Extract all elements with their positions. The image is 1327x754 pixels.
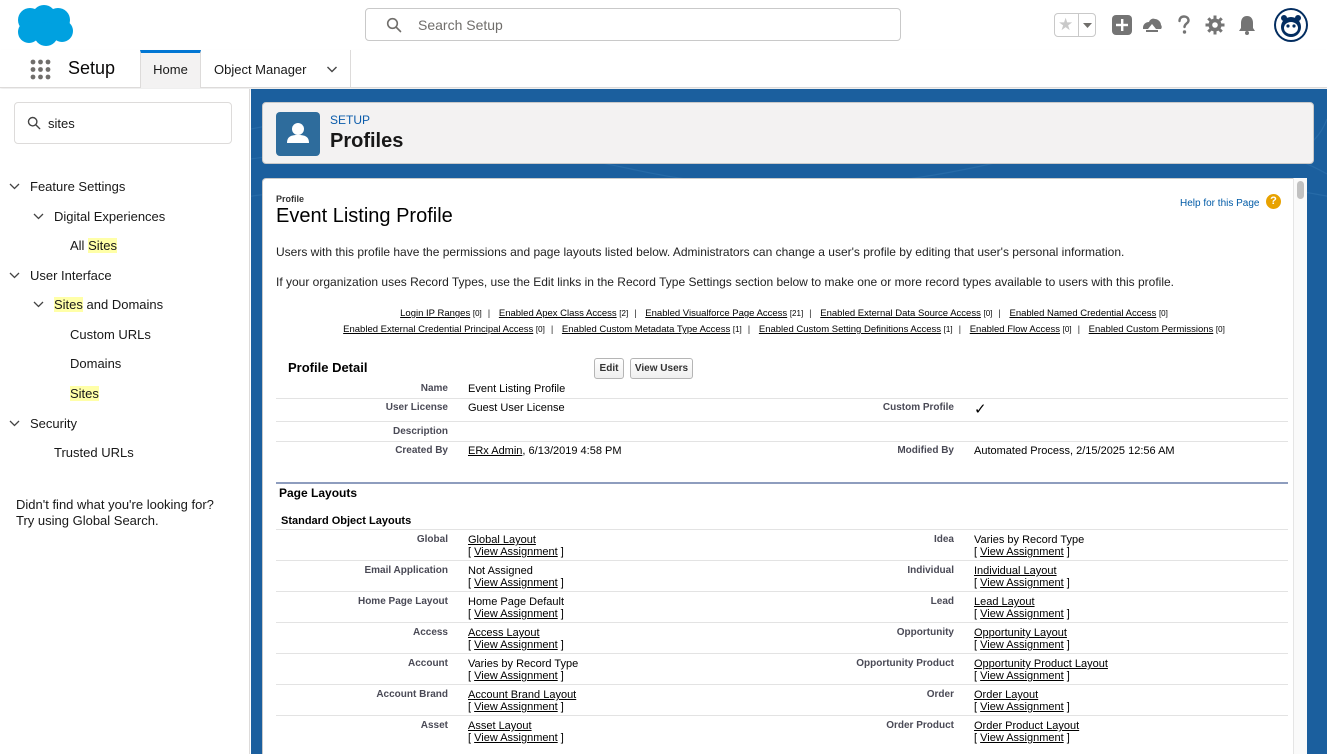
sidebar-item-label: Custom URLs [70, 327, 151, 342]
layout-text: Not Assigned [468, 565, 533, 577]
caret-down-icon [1079, 14, 1096, 36]
salesforce-logo[interactable] [14, 4, 76, 46]
separator: | [550, 324, 554, 335]
link-count: [0] [1215, 325, 1225, 334]
sidebar-help-line: Try using Global Search. [16, 513, 159, 528]
search-icon [27, 116, 41, 130]
layout-row [276, 622, 1288, 653]
link-count: [0] [1158, 309, 1168, 318]
layout-link[interactable]: Individual Layout [974, 565, 1057, 577]
page-title: Profiles [330, 130, 404, 152]
link-count: [1] [732, 325, 742, 334]
detail-value: ERx Admin, 6/13/2019 4:58 PM [468, 445, 622, 457]
layout-link[interactable]: Access Layout [468, 627, 540, 639]
layout-value: Home Page Default [ View Assignment ] [468, 596, 564, 620]
intro-text: Users with this profile have the permissions and page layouts listed below. Administrators can change a user's profile by editing that user's personal information. [276, 245, 1125, 259]
chevron-down-icon[interactable] [326, 63, 338, 75]
sidebar-item-feature-settings[interactable] [0, 176, 250, 198]
separator: | [998, 308, 1001, 319]
layout-label: Opportunity Product [856, 658, 954, 669]
layout-link[interactable]: Opportunity Layout [974, 627, 1067, 639]
view-assignment-link[interactable]: View Assignment [980, 608, 1064, 620]
layout-label: Account Brand [376, 689, 448, 700]
view-assignment-link[interactable]: View Assignment [980, 701, 1064, 713]
chevron-down-icon[interactable] [9, 270, 20, 281]
profile-icon [276, 112, 320, 156]
view-assignment-link[interactable]: View Assignment [474, 639, 558, 651]
sidebar-item-sites[interactable] [0, 383, 250, 405]
related-link[interactable]: Enabled Custom Metadata Type Access [561, 324, 731, 335]
layout-value: Opportunity Layout [ View Assignment ] [974, 627, 1070, 651]
section-divider [276, 482, 1288, 484]
help-for-this-page-link[interactable]: Help for this Page [1180, 198, 1260, 209]
detail-label: Modified By [897, 445, 954, 456]
separator: | [487, 308, 491, 319]
quick-find-value: sites [48, 116, 75, 131]
chevron-down-icon[interactable] [9, 181, 20, 192]
layout-value: Not Assigned [ View Assignment ] [468, 565, 564, 589]
help-icon[interactable]: ? [1266, 194, 1281, 209]
sidebar-item-label: User Interface [30, 268, 112, 283]
notifications-bell-icon[interactable] [1235, 13, 1259, 37]
layout-label: Individual [907, 565, 954, 576]
sidebar-item-security[interactable] [0, 413, 250, 435]
setup-sidebar [0, 89, 250, 754]
search-icon [386, 17, 402, 33]
sidebar-item-label: Sites [70, 386, 99, 401]
detail-value: Event Listing Profile [468, 383, 566, 395]
layout-label: Lead [930, 596, 954, 607]
layout-value: Asset Layout [ View Assignment ] [468, 720, 564, 744]
star-icon: ★ [1058, 15, 1074, 34]
link-count: [1] [943, 325, 953, 334]
link-count: [2] [619, 309, 629, 318]
separator: | [1077, 324, 1081, 335]
layout-label: Idea [933, 534, 954, 545]
layout-row [276, 560, 1288, 591]
sidebar-item-custom-urls[interactable] [0, 324, 250, 346]
view-assignment-link[interactable]: View Assignment [474, 701, 558, 713]
sidebar-item-label: Sites and Domains [54, 297, 164, 312]
layout-value: Account Brand Layout [ View Assignment ] [468, 689, 577, 713]
detail-label: Name [420, 383, 448, 394]
astro-avatar-icon [1274, 8, 1308, 42]
page-header [262, 102, 1314, 164]
sidebar-item-all-sites[interactable] [0, 235, 250, 257]
view-assignment-link[interactable]: View Assignment [474, 546, 558, 558]
view-assignment-link[interactable]: View Assignment [980, 732, 1064, 744]
app-nav-bar [0, 50, 1327, 88]
detail-row [276, 380, 1288, 399]
layout-text: Home Page Default [468, 596, 564, 608]
user-silhouette-icon [276, 112, 320, 156]
search-placeholder: Search Setup [418, 17, 503, 33]
view-assignment-link[interactable]: View Assignment [980, 639, 1064, 651]
detail-row [276, 399, 1288, 422]
link-count: [0] [535, 325, 545, 334]
sidebar-item-label: Domains [70, 356, 122, 371]
layout-link[interactable]: Order Layout [974, 689, 1039, 701]
link-count: [21] [789, 309, 804, 318]
link-count: [0] [1062, 325, 1072, 334]
layout-label: Account [408, 658, 448, 669]
tab-home[interactable]: Home [140, 50, 201, 88]
checkmark-icon: ✓ [974, 401, 987, 418]
sidebar-help-text [16, 497, 214, 529]
layout-value: Varies by Record Type [ View Assignment ] [974, 534, 1085, 558]
layout-value: Order Layout [ View Assignment ] [974, 689, 1070, 713]
view-assignment-link[interactable]: View Assignment [474, 577, 558, 589]
user-avatar[interactable] [1274, 8, 1308, 42]
related-link[interactable]: Enabled External Credential Principal Access [343, 324, 534, 335]
layout-link[interactable]: Opportunity Product Layout [974, 658, 1108, 670]
gear-icon[interactable] [1203, 13, 1227, 37]
separator: | [747, 324, 751, 335]
detail-label: Custom Profile [882, 402, 954, 413]
tab-object-manager[interactable] [201, 50, 351, 88]
separator: | [634, 308, 637, 319]
sidebar-item-label: Feature Settings [30, 179, 126, 194]
layout-value: Order Product Layout [ View Assignment ] [974, 720, 1080, 744]
app-name: Setup [68, 58, 116, 78]
separator: | [809, 308, 812, 319]
layout-row [276, 653, 1288, 684]
layout-value: Varies by Record Type [ View Assignment ] [468, 658, 579, 682]
standard-object-layouts-title: Standard Object Layouts [281, 515, 412, 527]
chevron-down-icon[interactable] [33, 211, 44, 222]
detail-value: Automated Process, 2/15/2025 12:56 AM [974, 445, 1175, 457]
layout-link[interactable]: Order Product Layout [974, 720, 1080, 732]
created-by-user-link[interactable]: ERx Admin [468, 445, 523, 457]
favorites-dropdown[interactable] [1078, 14, 1095, 36]
global-header [0, 0, 1327, 50]
layout-value: Access Layout [ View Assignment ] [468, 627, 564, 651]
layout-row [276, 715, 1288, 746]
view-assignment-link[interactable]: View Assignment [980, 670, 1064, 682]
profile-detail-title: Profile Detail [288, 360, 368, 375]
layout-label: Order Product [886, 720, 954, 731]
layout-value: Global Layout [ View Assignment ] [468, 534, 564, 558]
profile-content [262, 178, 1304, 754]
link-count: [0] [983, 309, 993, 318]
chevron-down-icon[interactable] [33, 299, 44, 310]
page-eyebrow: SETUP [330, 113, 371, 127]
related-links-row [263, 324, 1304, 335]
layout-row [276, 591, 1288, 622]
chevron-down-icon[interactable] [9, 418, 20, 429]
related-link[interactable]: Enabled Apex Class Access [498, 308, 617, 319]
detail-label: User License [385, 402, 448, 413]
sidebar-item-trusted-urls[interactable] [0, 442, 250, 464]
quick-find-input[interactable] [14, 102, 232, 144]
view-assignment-link[interactable]: View Assignment [980, 546, 1064, 558]
main-area [251, 89, 1327, 754]
trailhead-icon[interactable] [1140, 13, 1164, 37]
layout-text: Varies by Record Type [468, 658, 579, 670]
related-link[interactable]: Enabled Named Credential Access [1009, 308, 1157, 319]
layout-value: Opportunity Product Layout [ View Assignment ] [974, 658, 1108, 682]
related-links-row [263, 308, 1304, 319]
scrollbar-thumb[interactable] [1297, 181, 1304, 199]
layout-row [276, 529, 1288, 560]
content-scrollbar[interactable] [1293, 178, 1307, 754]
profile-title: Event Listing Profile [276, 205, 453, 227]
related-link[interactable]: Enabled Custom Setting Definitions Access [758, 324, 942, 335]
detail-row [276, 422, 1288, 442]
help-icon[interactable] [1172, 13, 1196, 37]
layout-link[interactable]: Asset Layout [468, 720, 532, 732]
sidebar-item-digital-experiences[interactable] [0, 206, 250, 228]
layout-label: Opportunity [896, 627, 954, 638]
layout-text: Varies by Record Type [974, 534, 1085, 546]
related-link[interactable]: Enabled External Data Source Access [820, 308, 981, 319]
layout-label: Email Application [364, 565, 448, 576]
page-layouts-title: Page Layouts [279, 486, 358, 500]
related-link[interactable]: Enabled Visualforce Page Access [645, 308, 788, 319]
layout-label: Access [412, 627, 448, 638]
layout-value: Lead Layout [ View Assignment ] [974, 596, 1070, 620]
layout-link[interactable]: Account Brand Layout [468, 689, 577, 701]
profile-label: Profile [276, 194, 305, 204]
global-actions-icon[interactable] [1110, 13, 1134, 37]
layout-label: Asset [420, 720, 448, 731]
layout-link[interactable]: Lead Layout [974, 596, 1035, 608]
view-assignment-link[interactable]: View Assignment [474, 608, 558, 620]
sidebar-help-line: Didn't find what you're looking for? [16, 497, 214, 512]
detail-label: Description [392, 426, 448, 437]
tab-object-manager-label: Object Manager [214, 62, 307, 77]
favorites-button[interactable] [1054, 13, 1096, 37]
related-link[interactable]: Login IP Ranges [400, 308, 471, 319]
sidebar-item-label: Digital Experiences [54, 209, 166, 224]
sidebar-item-sites-and-domains[interactable] [0, 294, 250, 316]
related-link[interactable]: Enabled Flow Access [969, 324, 1061, 335]
link-count: [0] [472, 309, 482, 318]
view-assignment-link[interactable]: View Assignment [980, 577, 1064, 589]
view-assignment-link[interactable]: View Assignment [474, 732, 558, 744]
layout-value: Individual Layout [ View Assignment ] [974, 565, 1070, 589]
detail-value: Guest User License [468, 402, 565, 414]
sidebar-item-label: Trusted URLs [54, 445, 134, 460]
view-assignment-link[interactable]: View Assignment [474, 670, 558, 682]
layout-label: Order [926, 689, 954, 700]
sidebar-item-domains[interactable] [0, 353, 250, 375]
layout-row [276, 684, 1288, 715]
edit-button[interactable]: Edit [594, 358, 624, 379]
separator: | [958, 324, 962, 335]
sidebar-item-user-interface[interactable] [0, 265, 250, 287]
app-launcher-icon[interactable] [30, 59, 51, 80]
layout-link[interactable]: Global Layout [468, 534, 536, 546]
view-users-button[interactable]: View Users [630, 358, 693, 379]
layout-label: Home Page Layout [357, 596, 448, 607]
intro-text: If your organization uses Record Types, use the Edit links in the Record Type Settings section below to make one or more record types available to users with this profile. [276, 275, 1175, 289]
sidebar-item-label: Security [30, 416, 77, 431]
related-link[interactable]: Enabled Custom Permissions [1088, 324, 1214, 335]
sidebar-item-label: All Sites [70, 238, 117, 253]
layout-label: Global [416, 534, 448, 545]
detail-row [276, 442, 1288, 466]
global-search-input[interactable] [365, 8, 901, 41]
detail-label: Created By [395, 445, 448, 456]
